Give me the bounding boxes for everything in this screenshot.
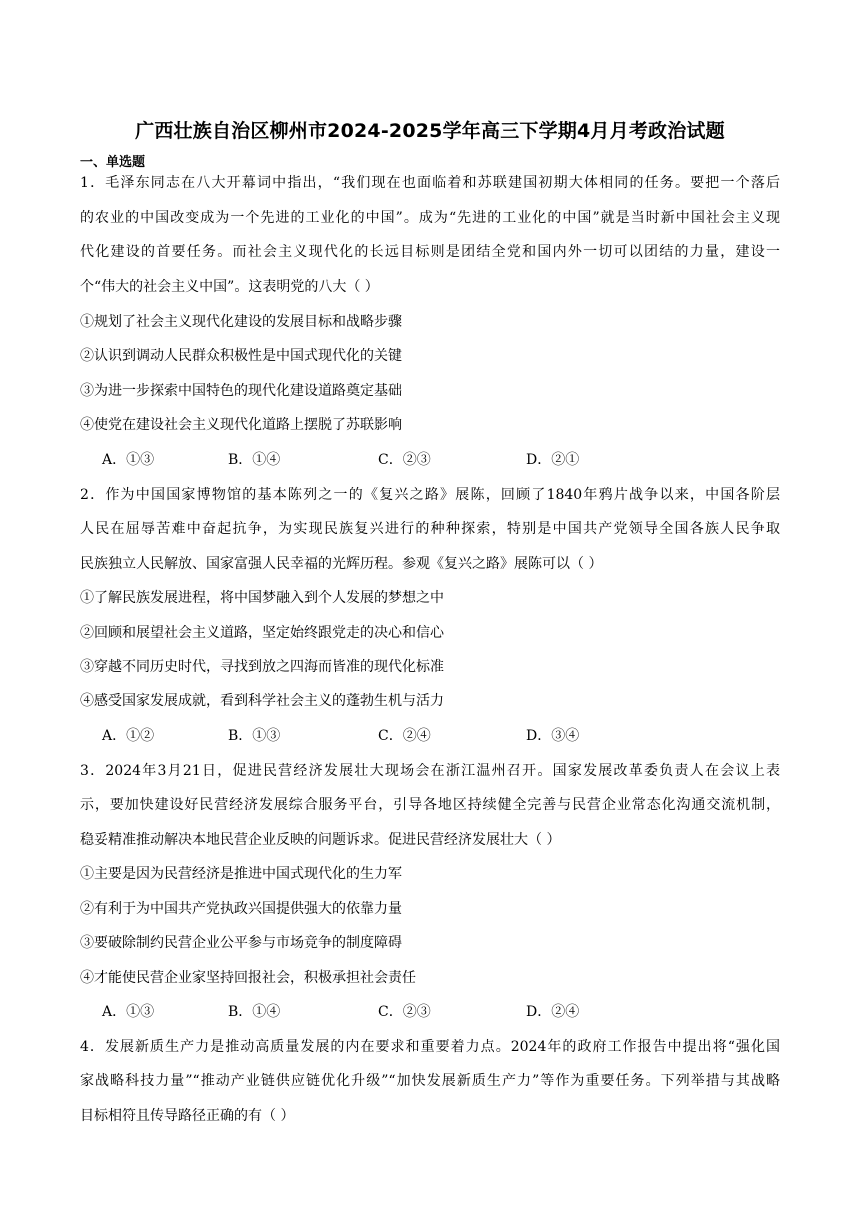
question-1-stem-line: 的农业的中国改变成为一个先进的工业化的中国”。成为“先进的工业化的中国”就是当时新中国社会主义现 — [80, 210, 780, 226]
option-b[interactable]: B．①③ — [228, 728, 281, 744]
question-2-statement: ①了解民族发展进程，将中国梦融入到个人发展的梦想之中 — [80, 590, 444, 606]
question-1-stem-line: 代化建设的首要任务。而社会主义现代化的长远目标则是团结全党和国内外一切可以团结的力量，建设一 — [80, 244, 780, 260]
option-d[interactable]: D．③④ — [526, 728, 580, 744]
question-3-statement: ③要破除制约民营企业公平参与市场竞争的制度障碍 — [80, 935, 402, 951]
question-1-statement: ①规划了社会主义现代化建设的发展目标和战略步骤 — [80, 314, 402, 330]
question-2-statement: ②回顾和展望社会主义道路，坚定始终跟党走的决心和信心 — [80, 625, 444, 641]
question-3-statement: ②有利于为中国共产党执政兴国提供强大的依靠力量 — [80, 901, 402, 917]
question-3-options — [102, 1002, 662, 1022]
option-c[interactable]: C．②③ — [378, 452, 431, 468]
question-2-statement: ③穿越不同历史时代，寻找到放之四海而皆准的现代化标准 — [80, 659, 444, 675]
question-3-stem-line: 稳妥精准推动解决本地民营企业反映的问题诉求。促进民营经济发展壮大（ ） — [80, 832, 561, 848]
option-c[interactable]: C．②④ — [378, 728, 431, 744]
question-3-statement: ①主要是因为民营经济是推进中国式现代化的生力军 — [80, 866, 402, 882]
option-a[interactable]: A．①③ — [102, 452, 155, 468]
question-4-stem-line: 目标相符且传导路径正确的有（ ） — [80, 1108, 295, 1124]
question-1-options — [102, 450, 662, 470]
question-3-statement: ④才能使民营企业家坚持回报社会，积极承担社会责任 — [80, 970, 416, 986]
question-4-stem-line: 4．发展新质生产力是推动高质量发展的内在要求和重要着力点。2024年的政府工作报告中提出将“强化国 — [80, 1039, 780, 1055]
question-3-stem-line: 3．2024年3月21日，促进民营经济发展壮大现场会在浙江温州召开。国家发展改革委负责人在会议上表 — [80, 763, 780, 779]
question-1-statement: ②认识到调动人民群众积极性是中国式现代化的关键 — [80, 348, 402, 364]
option-d[interactable]: D．②① — [526, 452, 580, 468]
question-2-options — [102, 726, 662, 746]
option-c[interactable]: C．②③ — [378, 1004, 431, 1020]
question-1-statement: ③为进一步探索中国特色的现代化建设道路奠定基础 — [80, 383, 402, 399]
question-3-stem-line: 示，要加快建设好民营经济发展综合服务平台，引导各地区持续健全完善与民营企业常态化沟通交流机制， — [80, 797, 780, 813]
question-2-statement: ④感受国家发展成就，看到科学社会主义的蓬勃生机与活力 — [80, 693, 444, 709]
question-2-stem-line: 人民在屈辱苦难中奋起抗争，为实现民族复兴进行的种种探索，特别是中国共产党领导全国各族人民争取 — [80, 521, 780, 537]
option-a[interactable]: A．①③ — [102, 1004, 155, 1020]
option-d[interactable]: D．②④ — [526, 1004, 580, 1020]
question-1-statement: ④使党在建设社会主义现代化道路上摆脱了苏联影响 — [80, 417, 402, 433]
question-2-stem-line: 2．作为中国国家博物馆的基本陈列之一的《复兴之路》展陈，回顾了1840年鸦片战争以来，中国各阶层 — [80, 487, 780, 503]
option-b[interactable]: B．①④ — [228, 1004, 281, 1020]
question-4-stem-line: 家战略科技力量”“推动产业链供应链优化升级”“加快发展新质生产力”等作为重要任务。下列举措与其战略 — [80, 1073, 780, 1089]
document-title: 广西壮族自治区柳州市2024-2025学年高三下学期4月月考政治试题 — [135, 120, 725, 142]
question-2-stem-line: 民族独立人民解放、国家富强人民幸福的光辉历程。参观《复兴之路》展陈可以（ ） — [80, 556, 603, 572]
question-1-stem-line: 1．毛泽东同志在八大开幕词中指出，“我们现在也面临着和苏联建国初期大体相同的任务。要把一个落后 — [80, 175, 780, 191]
option-b[interactable]: B．①④ — [228, 452, 281, 468]
question-1-stem-line: 个“伟大的社会主义中国”。这表明党的八大（ ） — [80, 279, 379, 295]
section-heading: 一、单选题 — [80, 155, 146, 170]
option-a[interactable]: A．①② — [102, 728, 155, 744]
